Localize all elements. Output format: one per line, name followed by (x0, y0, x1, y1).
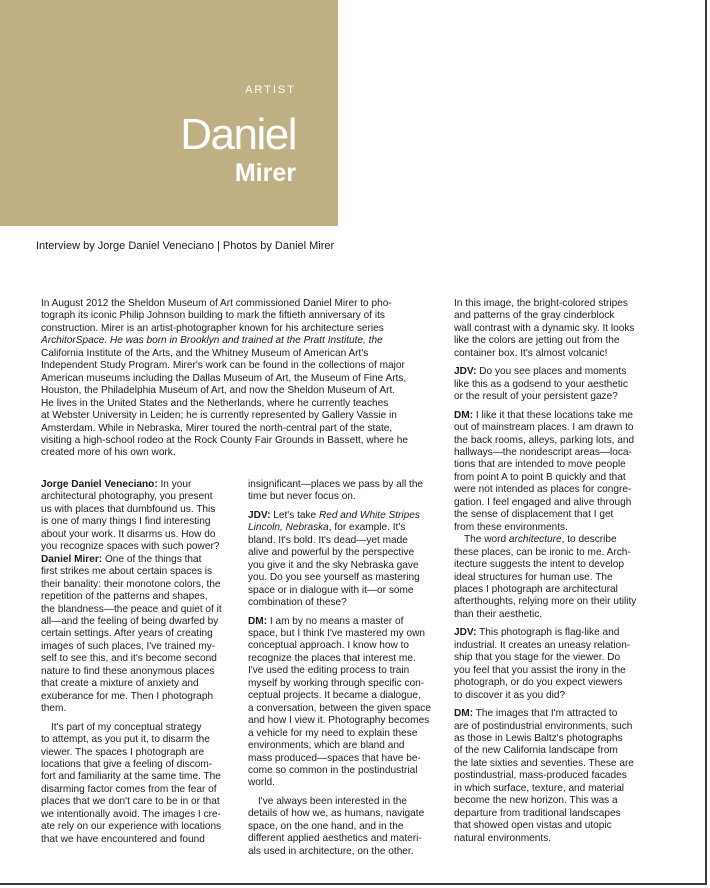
speaker-jdv: Jorge Daniel Veneciano: (41, 479, 158, 490)
text-line: were not intended as places for congre- (454, 484, 632, 496)
text-line: first strikes me about certain spaces is (41, 566, 213, 578)
text-line: DM: The images that I'm attracted to (454, 708, 618, 720)
text-line: these places, can be ironic to me. Arch- (454, 546, 631, 558)
text-line: ship that you stage for the viewer. Do (454, 652, 621, 664)
artist-first-name: Daniel (180, 110, 296, 159)
text-line: created more of his own work. (41, 447, 176, 459)
text-line: the sense of displacement that I get (454, 509, 614, 521)
text-line: images of such places, I've trained my- (41, 640, 216, 652)
text-line: Houston, the Philadelphia Museum of Art, and now the Sheldon Museum of Art. (41, 385, 396, 397)
text-line: out of mainstream places. I am drawn to (454, 422, 634, 434)
column-2 (248, 479, 448, 858)
text-line: us with places that dumbfound us. This (41, 503, 216, 515)
text-line: DM: I am by no means a master of (248, 615, 404, 627)
column-1 (41, 479, 241, 846)
text-line: and patterns of the gray cinderblock (454, 310, 615, 322)
text-line: the back rooms, alleys, parking lots, and (454, 434, 635, 446)
text-line: insignificant—places we pass by all the (248, 479, 424, 490)
text-line: natural environments. (454, 832, 552, 844)
text-line: ate rely on our experience with locations (41, 821, 222, 833)
text-line: JDV: Let's take Red and White Stripes (248, 509, 420, 521)
byline: Interview by Jorge Daniel Veneciano | Photos by Daniel Mirer (36, 240, 335, 252)
text-line: itecture suggests the intent to develop (454, 559, 625, 571)
text-line: postindustrial, mass-produced facades (454, 770, 627, 782)
text-line: than their aesthetic. (454, 608, 543, 620)
text-line: mass produced—spaces that have be- (248, 752, 421, 764)
text-line: als used in architecture, on the other. (248, 845, 414, 857)
text-line: the blandness—the peace and quiet of it (41, 603, 222, 615)
text-line: afterthoughts, relying more on their utility (454, 596, 637, 608)
text-line: as those in Lewis Baltz's photographs (454, 732, 623, 744)
text-line: wall contrast with a dynamic sky. It looks (454, 322, 635, 334)
speaker-jdv: JDV: (454, 627, 477, 639)
text-line: like the colors are jetting out from the (454, 335, 620, 347)
text-line: Independent Study Program. Mirer's work can be found in the collections of major (41, 360, 405, 372)
section-kicker: ARTIST (245, 84, 296, 96)
text-line: architectural photography, you present (41, 491, 213, 503)
text-line: container box. It's almost volcanic! (454, 347, 608, 359)
text-line: tions that are intended to move people (454, 459, 626, 471)
artist-last-name: Mirer (234, 159, 296, 187)
speaker-dm: DM: (454, 409, 474, 421)
text-line: is one of many things I find interesting (41, 516, 211, 528)
text-line: are of postindustrial environments, such (454, 720, 633, 732)
text-line: of the new California landscape from (454, 745, 618, 757)
text-line: visiting a high-school rodeo at the Rock County Fair Grounds in Bassett, where he (41, 434, 408, 446)
text-line: we intentionally avoid. The images I cre- (41, 808, 221, 820)
text-line: you give it and the sky Nebraska gave (248, 559, 419, 571)
text-line: from point A to point B quickly and that (454, 471, 626, 483)
text-line: space or in dialogue with it—or some (248, 584, 414, 596)
text-line: a vehicle for my need to explain these (248, 727, 418, 739)
text-line: places I photograph are architectural (454, 583, 618, 595)
emphasis: architecture (508, 534, 562, 546)
text-line: you feel that you assist the irony in the (454, 664, 626, 676)
text-line: tograph its iconic Philip Johnson building to mark the fiftieth anniversary of its (41, 310, 385, 322)
text-line: space, but I think I've mastered my own (248, 627, 425, 639)
text-line: that we have encountered and found (41, 833, 205, 845)
text-line: details of how we, as humans, navigate (248, 808, 425, 820)
text-line: I've used the editing process to train (248, 665, 410, 677)
photo-title: Red and White Stripes (318, 509, 420, 521)
text-line: Lincoln, Nebraska, for example. It's (248, 522, 406, 534)
text-line: bland. It's bold. It's dead—yet made (248, 534, 408, 546)
text-line: Daniel Mirer: One of the things that (41, 553, 202, 565)
text-line: self to see this, and it's become second (41, 653, 217, 665)
intro-paragraph (41, 298, 443, 460)
text-line: space, on the one hand, and in the (248, 820, 404, 832)
text-line: about your work. It disarms us. How do (41, 528, 216, 540)
text-line: ceptual projects. It became a dialogue, (248, 690, 421, 702)
text-line: California Institute of the Arts, and the Whitney Museum of American Art's (41, 347, 369, 359)
text-line: in which surface, texture, and material (454, 782, 624, 794)
text-line: construction. Mirer is an artist-photographer known for his architecture series (41, 322, 384, 334)
text-line: combination of these? (248, 597, 347, 609)
text-line: locations that give a feeling of discom- (41, 758, 213, 770)
series-title: ArchitorSpace. He was born in Brooklyn and trained at the Pratt Institute, the (41, 335, 383, 347)
text-line: departure from traditional landscapes (454, 807, 621, 819)
text-line: different applied aesthetics and materi- (248, 833, 422, 845)
text-line: recognize the places that interest me. (248, 652, 416, 664)
text-line: their banality: their monotone colors, the (41, 578, 221, 590)
title-block (0, 0, 338, 226)
text-line: exuberance for me. Then I photograph (41, 690, 214, 702)
text-line: industrial. It creates an uneasy relation- (454, 639, 631, 651)
text-line: Jorge Daniel Veneciano: In your (41, 479, 192, 490)
text-line: at Webster University in Leiden; he is currently represented by Gallery Vassie in (41, 410, 397, 422)
text-line: JDV: This photograph is flag-like and (454, 627, 620, 639)
text-line: and how I view it. Photography becomes (248, 715, 430, 727)
text-line: In this image, the bright-colored stripes (454, 298, 628, 309)
text-line: ideal structures for human use. The (454, 571, 613, 583)
text-line: American museums including the Dallas Museum of Art, the Museum of Fine Arts, (41, 372, 407, 384)
text-line: you. Do you see yourself as mastering (248, 572, 420, 584)
text-line: conceptual approach. I know how to (248, 640, 410, 652)
text-line: to discover it as you did? (454, 689, 566, 701)
speaker-dm: DM: (454, 708, 474, 720)
text-line: from these environments. (454, 521, 568, 533)
text-line: world. (248, 777, 275, 789)
speaker-dm: Daniel Mirer: (41, 553, 103, 565)
text-line: viewer. The spaces I photograph are (41, 746, 205, 758)
text-line: It's part of my conceptual strategy (51, 721, 202, 733)
photo-title: Lincoln, Nebraska (248, 522, 329, 534)
text-line: them. (41, 703, 67, 715)
text-line: certain settings. After years of creating (41, 628, 213, 640)
text-line: fort and familiarity at the same time. The (41, 771, 221, 783)
text-line: disarming factor comes from the fear of (41, 783, 217, 795)
speaker-dm: DM: (248, 615, 268, 627)
text-line: Amsterdam. While in Nebraska, Mirer toured the north-central part of the state, (41, 422, 393, 434)
text-line: alive and powerful by the perspective (248, 547, 415, 559)
text-line: myself by working through specific con- (248, 677, 425, 689)
text-line: a conversation, between the given space (248, 702, 431, 714)
text-line: nature to find these anonymous places (41, 665, 215, 677)
text-line: He lives in the United States and the Netherlands, where he currently teaches (41, 397, 389, 409)
text-line: that showed open vistas and utopic (454, 820, 612, 832)
text-line: places that we don't care to be in or that (41, 796, 220, 808)
text-line: photograph, or do you expect viewers (454, 677, 623, 689)
speaker-jdv: JDV: (248, 509, 271, 521)
text-line: become the new horizon. This was a (454, 795, 618, 807)
speaker-jdv: JDV: (454, 366, 477, 378)
text-line: all—and the feeling of being dwarfed by (41, 615, 219, 627)
text-line: or the result of your persistent gaze? (454, 391, 618, 403)
text-line: gation. I feel engaged and alive through (454, 496, 632, 508)
text-line: repetition of the patterns and shapes, (41, 591, 208, 603)
text-line: I've always been interested in the (258, 795, 407, 807)
text-line: hallways—the nondescript areas—loca- (454, 446, 632, 458)
text-line: come so common in the postindustrial (248, 764, 418, 776)
text-line: the late sixties and seventies. These are (454, 757, 634, 769)
column-3 (454, 298, 664, 845)
text-line: you recognize spaces with such power? (41, 541, 220, 553)
text-line: to attempt, as you put it, to disarm the (41, 734, 210, 746)
text-line: JDV: Do you see places and moments (454, 366, 627, 378)
text-line: In August 2012 the Sheldon Museum of Art commissioned Daniel Mirer to pho- (41, 298, 392, 309)
text-line: time but never focus on. (248, 491, 356, 503)
text-line (41, 335, 443, 347)
text-line: DM: I like it that these locations take me (454, 409, 633, 421)
text-line: that create a mixture of anxiety and (41, 678, 199, 690)
text-line: environments, which are bland and (248, 740, 405, 752)
text-line: The word architecture, to describe (464, 534, 617, 546)
text-line: like this as a godsend to your aesthetic (454, 378, 628, 390)
